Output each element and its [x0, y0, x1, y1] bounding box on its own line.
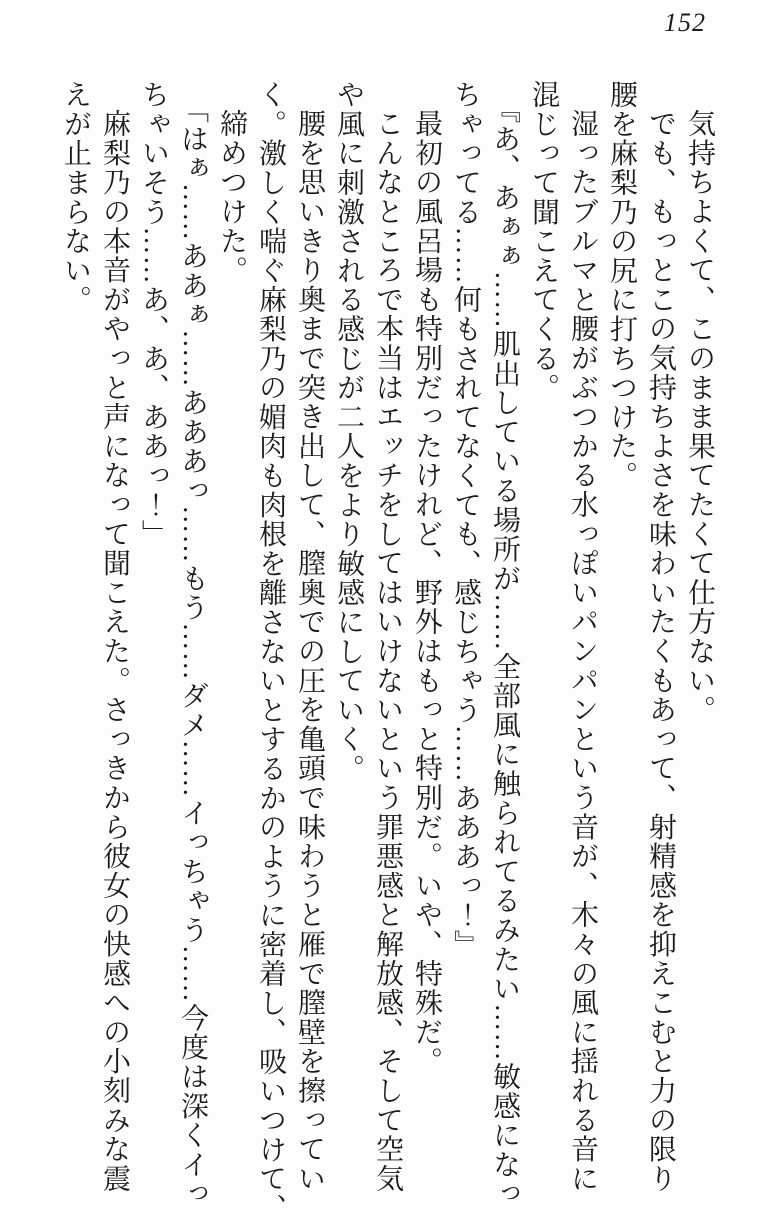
- text-block: [56, 80, 719, 1223]
- text-column: 締めつけた。: [216, 109, 247, 286]
- text-column: ちゃいそう……あ、あ、ああっ！」: [138, 80, 169, 549]
- text-column: や風に刺激される感じが二人をより敏感にしていく。: [333, 80, 364, 784]
- text-column: 『あ、あぁぁ……肌出している場所が……全部風に触られてるみたい……敏感になっ: [489, 94, 520, 1209]
- text-column: こんなところで本当はエッチをしてはいけないという罪悪感と解放感、そして空気: [372, 109, 403, 1194]
- text-column: ちゃってる……何もされてなくても、感じちゃう……あああっ！』: [450, 80, 481, 959]
- text-column: 湿ったブルマと腰がぶつかる水っぽいパンパンという音が、木々の風に揺れる音に: [567, 109, 598, 1194]
- text-column: 混じって聞こえてくる。: [528, 80, 559, 403]
- text-column: 腰を麻梨乃の尻に打ちつけた。: [606, 80, 637, 491]
- page-number: 152: [664, 8, 706, 37]
- text-column: 最初の風呂場も特別だったけれど、野外はもっと特別だ。いや、特殊だ。: [411, 109, 442, 1077]
- text-column: 麻梨乃の本音がやっと声になって聞こえた。さっきから彼女の快感への小刻みな震: [99, 109, 130, 1194]
- text-column: でも、もっとこの気持ちよさを味わいたくもあって、射精感を抑えこむと力の限り: [645, 109, 676, 1194]
- text-column: く。激しく喘ぐ麻梨乃の媚肉も肉根を離さないとするかのように密着し、吸いつけて、: [255, 80, 286, 1223]
- text-column: 腰を思いきり奥まで突き出して、膣奥での圧を亀頭で味わうと雁で膣壁を擦ってい: [294, 109, 325, 1194]
- text-column: えが止まらない。: [60, 80, 91, 315]
- text-column: 気持ちよくて、このまま果てたくて仕方ない。: [684, 109, 715, 725]
- text-column: 「はぁ……ああぁ……あああっ……もう……ダメ……イっちゃう……今度は深くイっ: [177, 94, 208, 1209]
